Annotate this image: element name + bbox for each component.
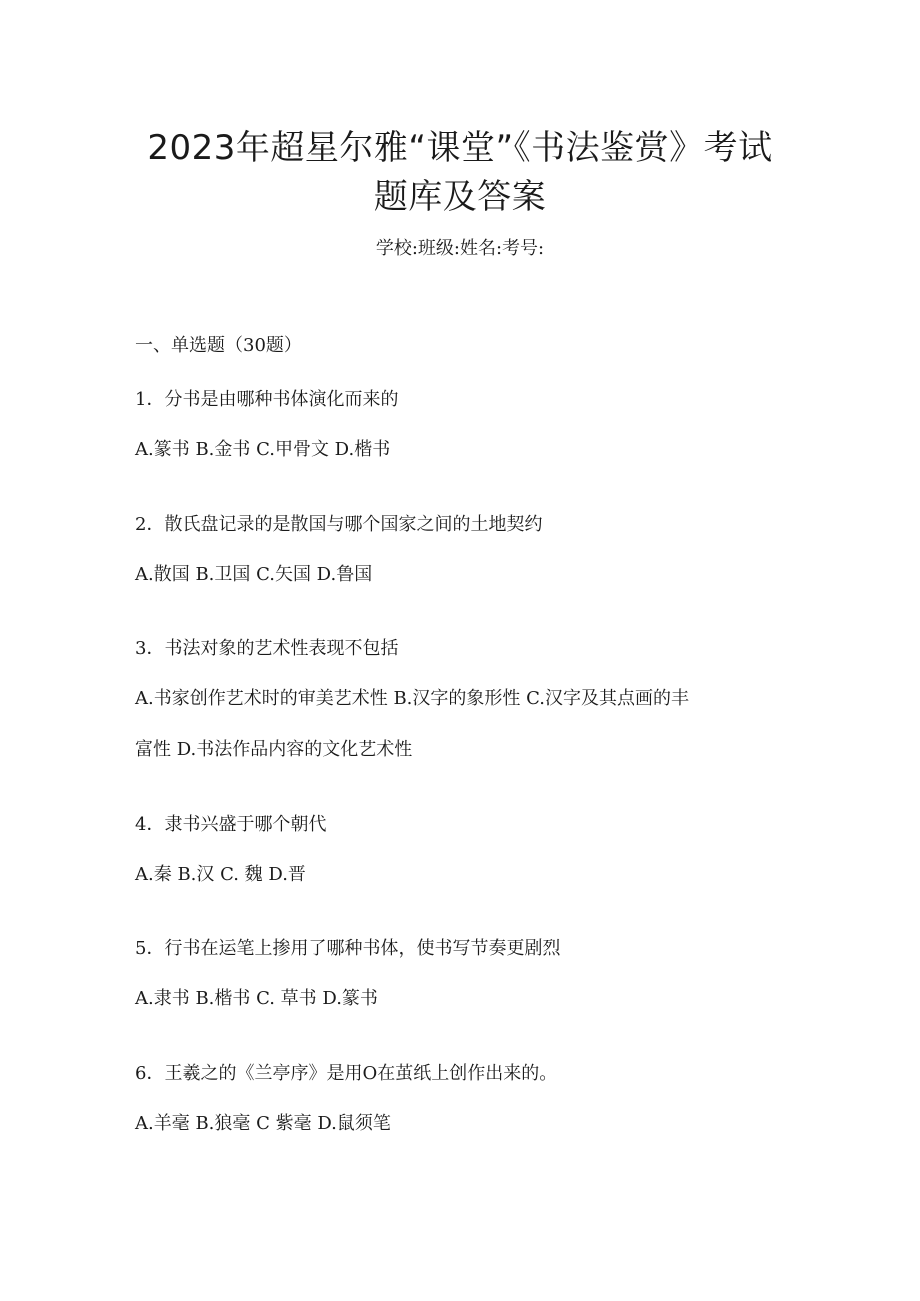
section-heading: 一、单选题（30题） [135, 335, 302, 356]
question-6-text: 6．王羲之的《兰亭序》是用O在茧纸上创作出来的。 [135, 1063, 558, 1084]
question-1-options: A.篆书 B.金书 C.甲骨文 D.楷书 [135, 439, 391, 460]
question-1-text: 1．分书是由哪种书体演化而来的 [135, 389, 399, 410]
question-2-options: A.散国 B.卫国 C.矢国 D.鲁国 [135, 564, 373, 585]
document-title-line-1: 2023年超星尔雅“课堂”《书法鉴赏》考试 [147, 128, 773, 168]
question-3-options-line-2: 富性 D.书法作品内容的文化艺术性 [135, 739, 413, 760]
document-title-line-2: 题库及答案 [373, 177, 547, 217]
question-2-text: 2．散氏盘记录的是散国与哪个国家之间的土地契约 [135, 514, 543, 535]
question-4-options: A.秦 B.汉 C. 魏 D.晋 [135, 864, 306, 885]
question-4-text: 4．隶书兴盛于哪个朝代 [135, 814, 327, 835]
question-3-options-line-1: A.书家创作艺术时的审美艺术性 B.汉字的象形性 C.汉字及其点画的丰 [135, 688, 689, 709]
student-info-line: 学校:班级:姓名:考号: [375, 238, 545, 259]
question-5-options: A.隶书 B.楷书 C. 草书 D.篆书 [135, 988, 378, 1009]
question-6-options: A.羊毫 B.狼毫 C 紫毫 D.鼠须笔 [135, 1113, 391, 1134]
question-3-text: 3．书法对象的艺术性表现不包括 [135, 638, 399, 659]
question-5-text: 5．行书在运笔上掺用了哪种书体，使书写节奏更剧烈 [135, 938, 561, 959]
